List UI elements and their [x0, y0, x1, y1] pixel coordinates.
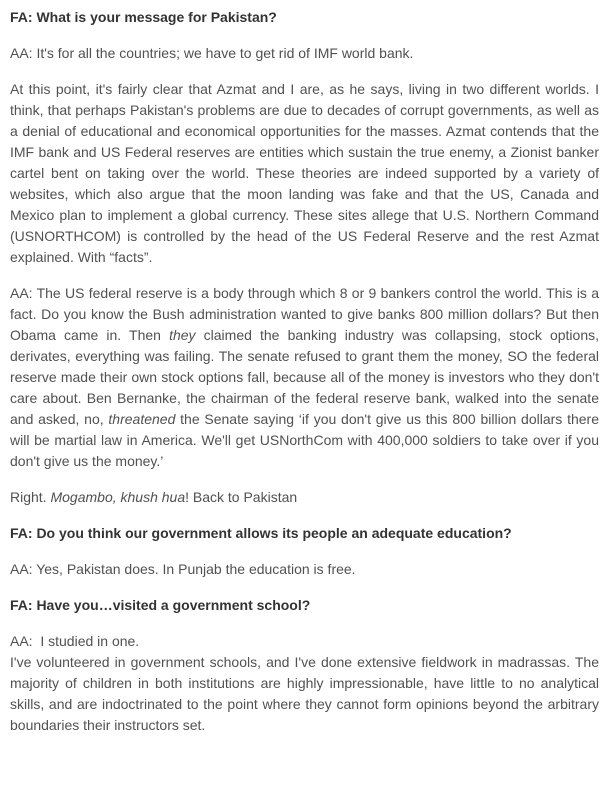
body-paragraph — [10, 559, 599, 580]
text-run: Right. — [10, 489, 51, 505]
body-paragraph — [10, 631, 599, 736]
italic-run: they — [169, 327, 196, 343]
text-run: ! Back to Pakistan — [185, 489, 298, 505]
italic-run: Mogambo, khush hua — [50, 489, 186, 505]
text-run: AA: I studied in one. — [10, 633, 140, 649]
text-run: I've volunteered in government schools, and I've done extensive fieldwork in madrassas. The majority of children in both institutions are highly impressionable, have little to no analytical skills, and are indoctrinated to the point where they cannot form opinions beyond the arbitrary boundaries their instructors set. — [10, 654, 599, 733]
text-run: AA: Yes, Pakistan does. In Punjab the education is free. — [10, 561, 356, 577]
text-run: FA: Do you think our government allows its people an adequate education? — [10, 525, 512, 541]
question-heading — [10, 523, 599, 544]
text-run: AA: It's for all the countries; we have to get rid of IMF world bank. — [10, 45, 414, 61]
text-run: FA: Have you…visited a government school? — [10, 597, 311, 613]
body-paragraph — [10, 487, 599, 508]
italic-run: threatened — [108, 411, 176, 427]
body-paragraph — [10, 79, 599, 268]
text-run: AA: The US federal reserve is a body through which 8 or 9 bankers control the world. This is a fact. Do you know the Bush administration wanted to give banks 800 million dollars? But then Obama came in. Then — [10, 285, 599, 343]
body-paragraph — [10, 283, 599, 472]
body-paragraph — [10, 43, 599, 64]
text-run: the Senate saying ‘if you don't give us this 800 billion dollars there will be martial law in America. We'll get USNorthCom with 400,000 soldiers to take over if you don't give us the money.’ — [10, 411, 599, 469]
question-heading — [10, 7, 599, 28]
text-run: claimed the banking industry was collapsing, stock options, derivates, everything was failing. The senate refused to grant them the money, SO the federal reserve made their own stock options fall, because all of the money is investors who they don't care about. Ben Bernanke, the chairman of the federal reserve bank, walked into the senate and asked, no, — [10, 327, 599, 427]
text-run: At this point, it's fairly clear that Azmat and I are, as he says, living in two different worlds. I think, that perhaps Pakistan's problems are due to decades of corrupt governments, as well as a denial of educational and economical opportunities for the masses. Azmat contends that the IMF bank and US Federal reserves are entities which sustain the true enemy, a Zionist banker cartel bent on taking over the world. These theories are indeed supported by a variety of websites, which also argue that the moon landing was fake and that the US, Canada and Mexico plan to implement a global currency. These sites allege that U.S. Northern Command (USNORTHCOM) is controlled by the head of the US Federal Reserve and the rest Azmat explained. With “facts”. — [10, 81, 599, 265]
question-heading — [10, 595, 599, 616]
text-run: FA: What is your message for Pakistan? — [10, 9, 277, 25]
